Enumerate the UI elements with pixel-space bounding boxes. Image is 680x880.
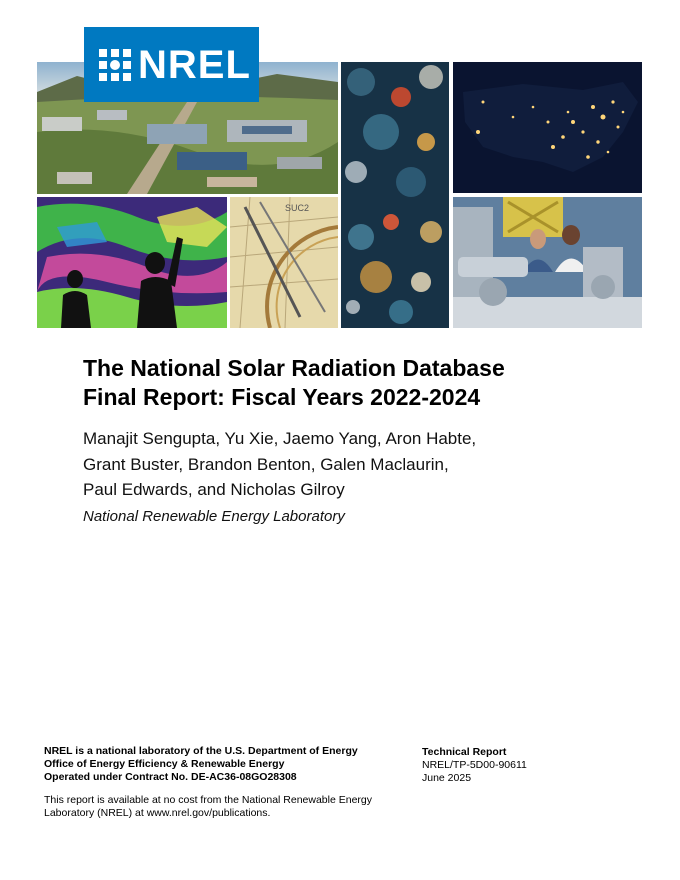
report-title xyxy=(83,354,505,412)
report-type: Technical Report xyxy=(422,746,507,758)
report-info xyxy=(422,746,527,785)
affiliation: National Renewable Energy Laboratory xyxy=(83,508,345,525)
availability-line: Laboratory (NREL) at www.nrel.gov/publications. xyxy=(44,806,271,819)
title-line: The National Solar Radiation Database xyxy=(83,355,505,381)
availability-line: This report is available at no cost from the National Renewable Energy xyxy=(44,794,373,806)
author-line: Paul Edwards, and Nicholas Gilroy xyxy=(83,480,345,499)
lab-researchers-photo xyxy=(453,197,642,328)
doe-statement xyxy=(44,745,358,784)
drawing-tools-photo xyxy=(230,197,338,328)
svg-text:SUC2: SUC2 xyxy=(285,203,310,213)
nrel-logo-text: NREL xyxy=(138,42,251,87)
author-list xyxy=(83,426,476,503)
nrel-logo xyxy=(84,27,259,102)
visualization-wall-photo xyxy=(37,197,227,328)
us-night-lights-photo xyxy=(453,62,642,193)
report-number: NREL/TP-5D00-90611 xyxy=(422,759,527,771)
report-date: June 2025 xyxy=(422,772,472,784)
availability-notice xyxy=(44,794,372,819)
author-line: Grant Buster, Brandon Benton, Galen Maclaurin, xyxy=(83,454,449,474)
author-line: Manajit Sengupta, Yu Xie, Jaemo Yang, Aron Habte, xyxy=(83,429,477,448)
nrel-logo-mark-icon xyxy=(98,48,132,82)
title-line: Final Report: Fiscal Years 2022-2024 xyxy=(83,384,481,410)
doe-line: Office of Energy Efficiency & Renewable Energy xyxy=(44,758,285,770)
doe-line: NREL is a national laboratory of the U.S. Department of Energy xyxy=(44,745,358,757)
bokeh-lights-photo xyxy=(341,62,449,328)
doe-line: Operated under Contract No. DE-AC36-08GO28308 xyxy=(44,771,297,783)
